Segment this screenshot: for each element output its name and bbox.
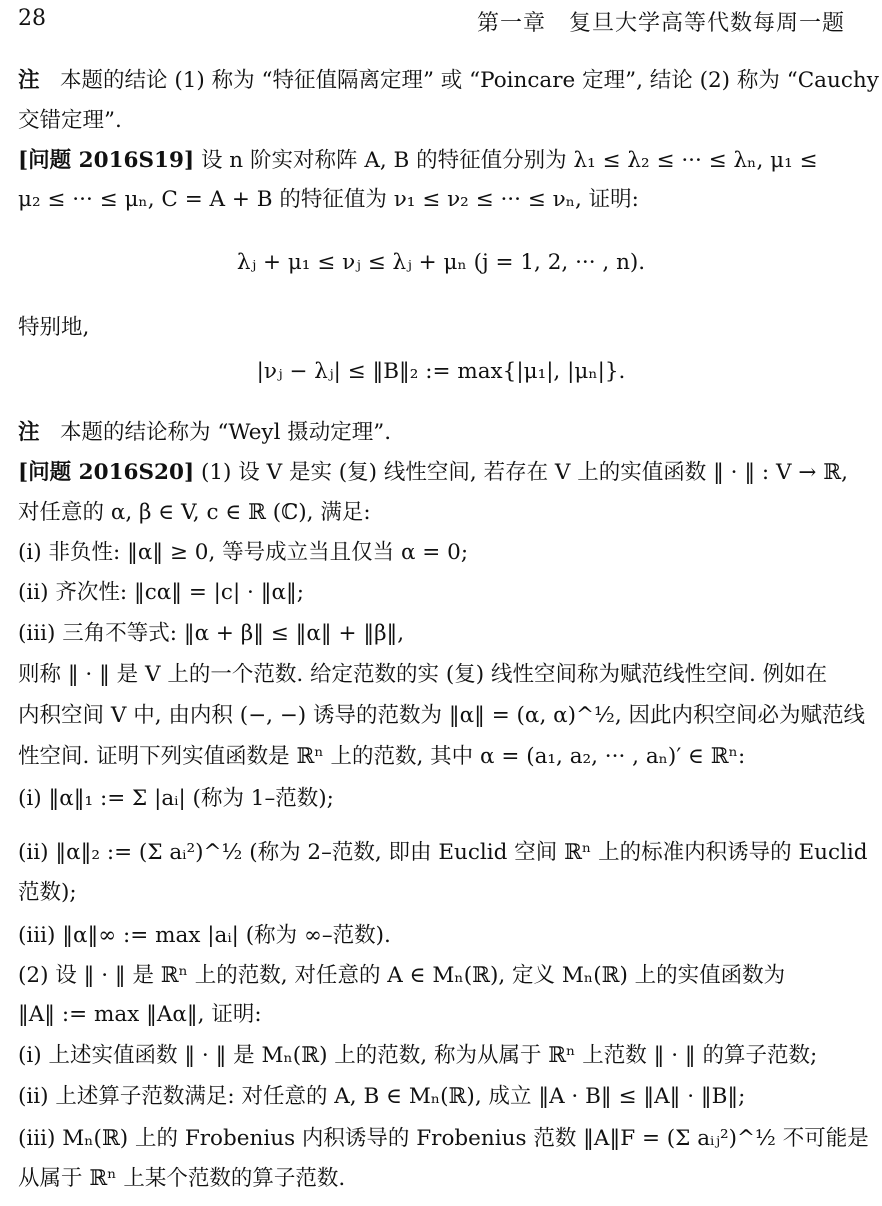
- note1-line1: [18, 66, 879, 96]
- chapter-title: 第一章 复旦大学高等代数每周一题: [476, 11, 845, 36]
- part2-iii-b: 从属于 ℝⁿ 上某个范数的算子范数.: [18, 1166, 346, 1191]
- problem19-formula1: λⱼ + μ₁ ≤ νⱼ ≤ λⱼ + μₙ (j = 1, 2, ··· , n).: [236, 250, 646, 275]
- problem19-especially: 特别地,: [18, 315, 90, 340]
- part2-i: (i) 上述实值函数 ‖ · ‖ 是 Mₙ(ℝ) 上的范数, 称为从属于 ℝⁿ 上范数 ‖ · ‖ 的算子范数;: [18, 1043, 818, 1068]
- part2-ii: (ii) 上述算子范数满足: 对任意的 A, B ∈ Mₙ(ℝ), 成立 ‖A · B‖ ≤ ‖A‖ · ‖B‖;: [18, 1084, 746, 1109]
- condition-iii: (iii) 三角不等式: ‖α + β‖ ≤ ‖α‖ + ‖β‖,: [18, 621, 405, 646]
- condition-i: (i) 非负性: ‖α‖ ≥ 0, 等号成立当且仅当 α = 0;: [18, 540, 469, 565]
- para-line1: 则称 ‖ · ‖ 是 V 上的一个范数. 给定范数的实 (复) 线性空间称为赋范线性空间. 例如在: [18, 662, 828, 687]
- problem19-formula2: |νⱼ − λⱼ| ≤ ‖B‖₂ := max{|μ₁|, |μₙ|}.: [256, 359, 626, 384]
- note1-text: 本题的结论 (1) 称为 “特征值隔离定理” 或 “Poincare 定理”, 结论 (2) 称为 “Cauchy: [60, 68, 879, 93]
- problem19-line2: μ₂ ≤ ··· ≤ μₙ, C = A + B 的特征值为 ν₁ ≤ ν₂ ≤ ··· ≤ νₙ, 证明:: [18, 187, 639, 212]
- note-label: 注: [18, 68, 40, 93]
- problem19-label: [问题 2016S19]: [18, 148, 195, 173]
- problem19-line1: [18, 146, 818, 176]
- para-line3: 性空间. 证明下列实值函数是 ℝⁿ 上的范数, 其中 α = (a₁, a₂, ··· , aₙ)′ ∈ ℝⁿ:: [18, 744, 746, 769]
- para-line2: 内积空间 V 中, 由内积 (−, −) 诱导的范数为 ‖α‖ = (α, α)^½, 因此内积空间必为赋范线: [18, 703, 866, 728]
- note2-line: [18, 418, 391, 448]
- norm-iii: (iii) ‖α‖∞ := max |aᵢ| (称为 ∞–范数).: [18, 923, 391, 948]
- norm-ii-a: (ii) ‖α‖₂ := (Σ aᵢ²)^½ (称为 2–范数, 即由 Euclid 空间 ℝⁿ 上的标准内积诱导的 Euclid: [18, 840, 868, 865]
- note2-text: 本题的结论称为 “Weyl 摄动定理”.: [60, 420, 392, 445]
- condition-ii: (ii) 齐次性: ‖cα‖ = |c| · ‖α‖;: [18, 580, 304, 605]
- problem20-label: [问题 2016S20]: [18, 460, 195, 485]
- part2-a: (2) 设 ‖ · ‖ 是 ℝⁿ 上的范数, 对任意的 A ∈ Mₙ(ℝ), 定义 Mₙ(ℝ) 上的实值函数为: [18, 963, 786, 988]
- problem20-line2: 对任意的 α, β ∈ V, c ∈ ℝ (ℂ), 满足:: [18, 500, 371, 525]
- problem20-line1: [18, 458, 848, 488]
- problem19-text1: 设 n 阶实对称阵 A, B 的特征值分别为 λ₁ ≤ λ₂ ≤ ··· ≤ λₙ, μ₁ ≤: [200, 148, 818, 173]
- problem20-text1: (1) 设 V 是实 (复) 线性空间, 若存在 V 上的实值函数 ‖ · ‖ : V → ℝ,: [200, 460, 848, 485]
- norm-ii-b: 范数);: [18, 880, 77, 905]
- note1-line2: 交错定理”.: [18, 108, 122, 133]
- note2-label: 注: [18, 420, 40, 445]
- part2-iii: (iii) Mₙ(ℝ) 上的 Frobenius 内积诱导的 Frobenius 范数 ‖A‖F = (Σ aᵢⱼ²)^½ 不可能是: [18, 1126, 869, 1151]
- part2-b: ‖A‖ := max ‖Aα‖, 证明:: [18, 1002, 262, 1027]
- norm-i: (i) ‖α‖₁ := Σ |aᵢ| (称为 1–范数);: [18, 786, 334, 811]
- page-number: 28: [18, 6, 46, 31]
